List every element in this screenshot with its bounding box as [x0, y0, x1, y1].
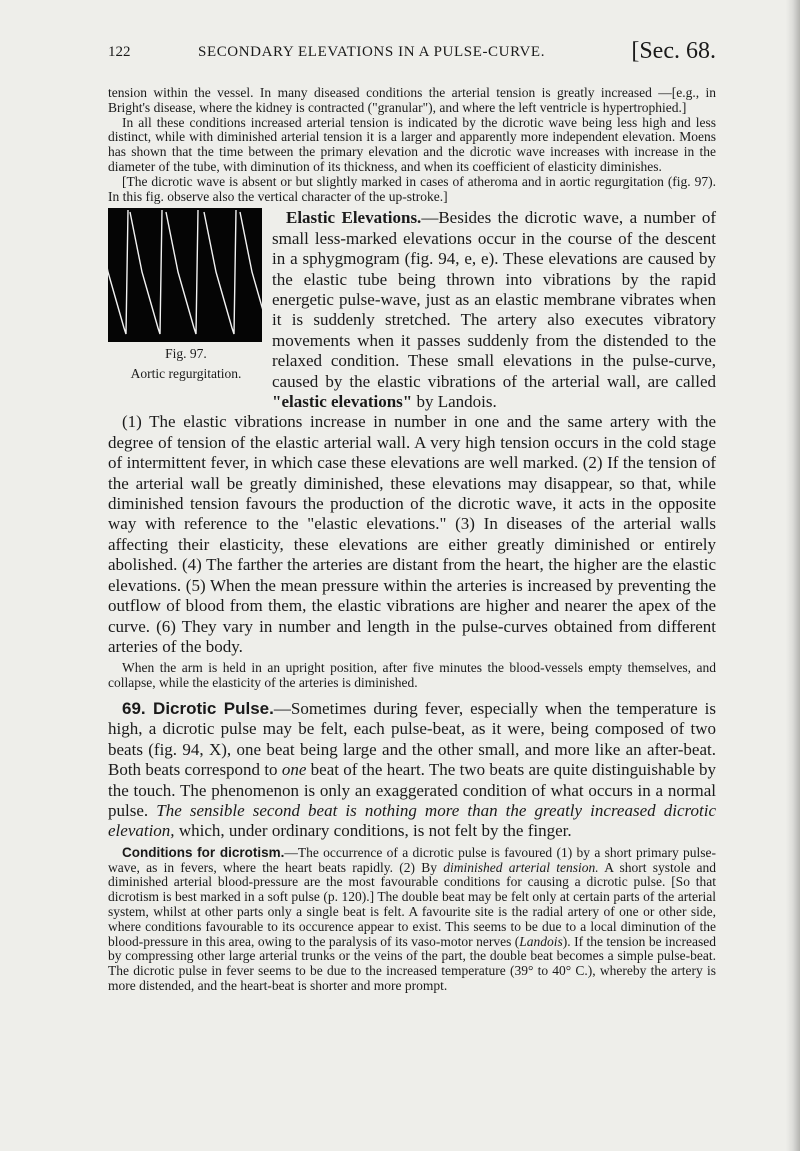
paragraph-tension: tension within the vessel. In many diseased conditions the arterial tension is greatly increased —[e.g., in Bright's disease, where the kidney is contracted ("granular"), and where the left ventricle is hypertrophied.]: [108, 85, 716, 115]
conditions-text-b: A short systole and diminished arterial blood-pressure are the most favourable conditions for causing a dicrotic pulse. [So that dicrotism is best marked in a soft pulse (p. 120).] The double beat may be felt only at certain parts of the arterial system, whilst at other parts only a single beat is felt. A favourite site is the radial artery of one or other side, where conditions favourable to its occurence appear to exist. This seems to be due to a local diminution of the blood-pressure in this area, owing to the paralysis of its vaso-motor nerves (: [108, 859, 717, 949]
emphasis-landois: Landois: [519, 933, 563, 949]
emphasis-sensible-beat: The sensible second beat is nothing more than the greatly increased dicrotic elevation,: [108, 800, 716, 841]
page-body: [108, 86, 716, 994]
term-elastic-elevations: "elastic elevations": [272, 392, 413, 412]
figure-97: [108, 208, 264, 392]
dicrotic-text-b: beat of the heart. The two beats are quite distinguishable by the touch. The phenomenon is only an exaggerated condition of what occurs in a normal pulse.: [108, 760, 717, 820]
page-header: [108, 38, 716, 68]
paragraph-arm-note: When the arm is held in an upright position, after five minutes the blood-vessels empty themselves, and collapse, while the elasticity of the arteries is diminished.: [108, 660, 716, 691]
elastic-body: —Besides the dicrotic wave, a number of small less-marked elevations occur in the course of the descent in a sphygmogram (fig. 94, e, e). These elevations are caused by the elastic tube being thrown into vibrations by the rapid energetic pulse-wave, just as an elastic membrane vibrates when it is suddenly stretched. The artery also executes vibratory movements when it passes suddenly from the distended to the relaxed condition. These small elevations in the pulse-curve, caused by the elastic vibrations of the arterial wall, are called: [272, 208, 716, 391]
dicrotic-text-c: which, under ordinary conditions, is not felt by the finger.: [178, 821, 572, 841]
elastic-tail: by Landois.: [416, 392, 497, 412]
paragraph-conditions: In all these conditions increased arterial tension is indicated by the dicrotic wave being less high and less distinct, while with diminished arterial tension it is a larger and apparently more independent elevation. Moens has shown that the time between the primary elevation and the dicrotic wave increases with increase in the diameter of the tube, with diminution of its thickness, and when its coefficient of elasticity diminishes.: [108, 114, 716, 174]
heading-dicrotic-pulse: 69. Dicrotic Pulse.: [122, 698, 274, 718]
sphygmogram-image: [108, 208, 262, 342]
emphasis-diminished-tension: diminished arterial tension.: [443, 859, 599, 875]
section-marker: [Sec. 68.: [631, 38, 716, 64]
dicrotic-text-a: —Sometimes during fever, especially when the temperature is high, a dicrotic pulse may be felt, each pulse-beat, as it were, being composed of two beats (fig. 94, X), one beat being large and the other small, and more like an after-beat. Both beats correspond to: [108, 698, 716, 780]
heading-conditions-dicrotism: Conditions for dicrotism.: [122, 844, 285, 860]
paragraph-conditions-dicrotism: [108, 846, 716, 994]
heading-elastic-elevations: Elastic Elevations.: [286, 208, 422, 228]
conditions-text-a: —The occurrence of a dicrotic pulse is favoured (1) by a short primary pulse-wave, as in fevers, where the heart beats rapidly. (2) By: [108, 844, 716, 875]
figure-caption: Aortic regurgitation.: [130, 366, 242, 382]
running-title: SECONDARY ELEVATIONS IN A PULSE-CURVE.: [198, 44, 546, 60]
paragraph-aortic: [The dicrotic wave is absent or but slightly marked in cases of atheroma and in aortic regurgitation (fig. 97). In this fig. observe also the vertical character of the up-stroke.]: [108, 173, 716, 204]
emphasis-one: one: [281, 760, 307, 780]
paragraph-dicrotic-pulse: [108, 699, 716, 842]
page-number: 122: [108, 44, 131, 60]
paragraph-elastic-list: (1) The elastic vibrations increase in number in one and the same artery with the degree of tension of the elastic arterial wall. A very high tension occurs in the cold stage of intermittent fever, in which case these elevations are well marked. (2) If the tension of the arterial wall be greatly diminished, these elevations may disappear, so that, while diminished tension favours the production of the dicrotic wave, it acts in the opposite way with reference to the "elastic elevations." (3) In diseases of the arterial walls affecting their elasticity, these elevations are either greatly diminished or entirely abolished. (4) The farther the arteries are distant from the heart, the higher are the elastic elevations. (5) When the mean pressure within the arteries is increased by preventing the outflow of blood from them, the elastic vibrations are higher and nearer the apex of the curve. (6) They vary in number and length in the pulse-curves obtained from different arteries of the body.: [108, 412, 716, 656]
conditions-text-c: ). If the tension be increased by compressing other large arterial trunks or the veins of the part, the double beat becomes a simple pulse-beat. The dicrotic pulse in fever seems to be due to the increased temperature (39° to 40° C.), whereby the artery is more distended, and the heart-beat is shorter and more prompt.: [108, 933, 717, 993]
page-edge-shadow: [786, 0, 800, 1151]
figure-label: Fig. 97.: [165, 346, 207, 362]
